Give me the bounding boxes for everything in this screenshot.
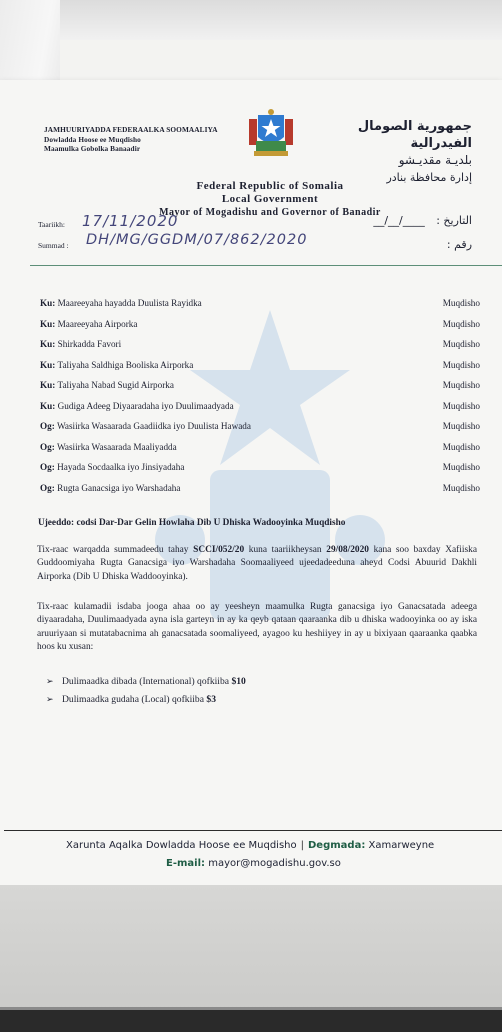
para1-text: kana soo baxday Xafiiska Guddoomiyaha Rugta Ganacsiga iyo Warshadaha Soomaaliyeed ujeedadeeduna aheyd Codsi Abuurid Dakhli Airporka (Dib U Dhiska Waddooyinka). [37,545,478,582]
recipient-row [40,355,480,376]
header-left-line: JAMHUURIYADDA FEDERAALKA SOOMAALIYA [44,125,218,134]
recipient-prefix: Ku: [40,380,56,390]
recipient-prefix: Ku: [40,359,56,370]
reference-label-arabic: رقم : [446,238,472,251]
recipient-city: Muqdisho [442,441,480,452]
recipient-city: Muqdisho [442,339,480,349]
arrow-bullet-icon: ➢ [46,677,54,687]
recipient-prefix: Ku: [40,400,56,411]
footer-district-value: Xamarweyne [368,840,435,851]
date-handwritten: 17/11/2020 [82,212,179,230]
recipient-row [40,416,480,437]
title-line: Local Government [221,193,319,205]
footer-email-label: E-mail: [166,858,206,869]
recipient-name: Wasiirka Wasaarada Gaadiidka iyo Duulista Hawada [56,421,251,431]
recipient-row [40,293,480,314]
date-blank-ar: __/__/____ [373,214,425,227]
recipient-city: Muqdisho [442,298,480,308]
bullet-text: Dulimaadka dibada (International) qofkiiba [62,676,232,687]
recipient-prefix: Og: [40,482,55,493]
recipient-list [40,293,480,498]
reference-label: Summad : [38,241,69,250]
contribution-list [46,673,466,709]
date-label-ar: التاريخ : [436,214,472,227]
recipient-name: Hayada Socdaalka iyo Jinsiyadaha [57,462,185,472]
header-left-line: Maamulka Gobolka Banaadir [44,144,141,153]
recipient-prefix: Og: [40,421,55,431]
title-line: Federal Republic of Somalia [196,180,344,192]
recipient-city: Muqdisho [442,482,480,493]
recipient-name: Maareeyaha hayadda Duulista Rayidka [57,298,202,308]
recipient-city: Muqdisho [442,359,480,370]
recipient-prefix: Ku: [40,339,56,349]
title-line: Mayor of Mogadishu and Governor of Banadir [159,207,381,218]
footer-address [66,840,486,851]
footer-office: Xarunta Aqalka Dowladda Hoose ee Muqdisho [66,840,297,851]
recipient-city: Muqdisho [442,462,480,472]
date-label: Taariikh: [38,220,65,229]
header-arabic-text [292,118,472,186]
recipient-row [40,375,480,396]
header-left-line: Dowladda Hoose ee Muqdisho [44,134,141,144]
footer-district-label: Degmada: [308,840,366,851]
bullet-text: Dulimaadka gudaha (Local) qofkiiba [62,694,207,705]
para1-text: Tix-raac warqadda summadeedu tahay [37,545,194,555]
coat-of-arms-logo [246,107,296,162]
body-paragraph-2: Tix-raac kulamadii isdaba jooga ahaa oo ay yeesheyn maamulka Rugta ganacsiga iyo Ganacsatada adeega diyaaradaha, Duulimaadyada ayna isla garteyn in ay ka qeyb qataan qaaraanka dib u dhiska wadooyinka oo ay iska aruuriyaan si mutatabacnima ah ganacsatada soomaliyeed, ayagoo ku heshiiyey in ay u bixiyaan qaaraanka qaabka hoos ku xusan: [37,602,477,652]
recipient-prefix: Og: [40,462,55,472]
recipient-prefix: Og: [40,441,55,452]
recipient-name: Rugta Ganacsiga iyo Warshadaha [57,482,181,493]
letter-subject: Ujeeddo: codsi Dar-Dar Gelin Howlaha Dib U Dhiska Wadooyinka Muqdisho [38,518,346,528]
arrow-bullet-icon: ➢ [46,695,54,705]
body-paragraph-1 [37,544,477,584]
bullet-amount: $3 [206,694,216,705]
background-top [0,0,502,40]
header-divider [30,265,502,266]
footer-separator: | [300,840,304,851]
list-item [46,673,466,691]
recipient-prefix: Ku: [40,298,56,308]
recipient-city: Muqdisho [442,380,480,390]
header-right-line: إدارة محافظة بنادر [386,171,472,184]
para1-text: kuna taariikheysan [244,545,327,555]
footer-email [166,858,406,869]
recipient-name: Taliyaha Nabad Sugid Airporka [57,380,174,390]
header-right-line: جمهورية الصومال الفيدرالية [357,119,472,151]
floor-strip [0,1010,502,1032]
footer-email-value: mayor@mogadishu.gov.so [208,858,341,869]
recipient-row [40,396,480,417]
recipient-row [40,314,480,335]
recipient-city: Muqdisho [442,421,480,431]
recipient-row [40,437,480,458]
recipient-city: Muqdisho [442,400,480,411]
recipient-name: Gudiga Adeeg Diyaaradaha iyo Duulimaadyada [57,400,234,411]
date-label-arabic [373,214,472,227]
recipient-name: Shirkadda Favori [57,339,122,349]
list-item [46,691,466,709]
recipient-row [40,334,480,355]
letterhead-title [140,180,400,219]
recipient-row [40,457,480,478]
reference-handwritten: DH/MG/GGDM/07/862/2020 [86,232,308,248]
recipient-name: Maareeyaha Airporka [57,318,138,329]
recipient-prefix: Ku: [40,318,56,329]
recipient-name: Taliyaha Saldhiga Booliska Airporka [57,359,194,370]
recipient-city: Muqdisho [442,318,480,329]
header-somali-text [44,125,254,154]
para1-date: 29/08/2020 [326,545,369,555]
bullet-amount: $10 [231,676,246,687]
para1-reference: SCCI/052/20 [193,545,245,555]
header-right-line: بلديـة مقديـشو [398,153,472,167]
footer-divider [4,830,502,831]
recipient-name: Wasiirka Wasaarada Maaliyadda [56,441,177,452]
recipient-row [40,478,480,499]
